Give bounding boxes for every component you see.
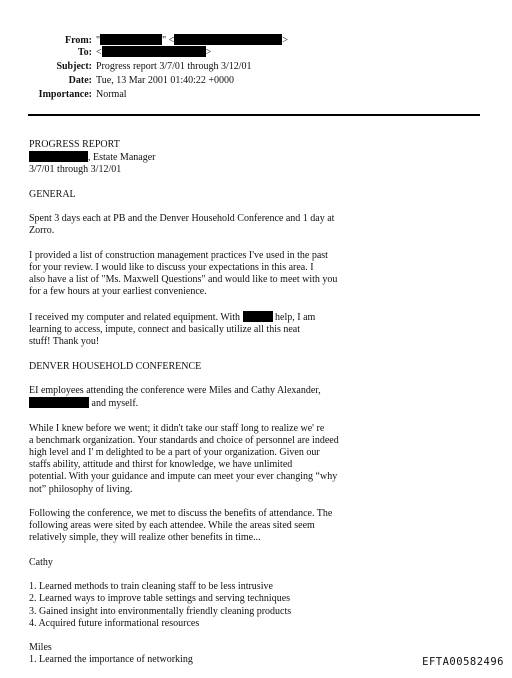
- importance-label: Importance:: [38, 89, 92, 100]
- email-body: [29, 139, 469, 667]
- paragraph-line: not” philosophy of living.: [29, 483, 133, 495]
- miles-heading: Miles: [29, 642, 52, 654]
- paragraph-line: learning to access, impute, connect and basically utilize all this neat: [29, 323, 301, 335]
- redaction-block: [29, 151, 88, 162]
- paragraph-line: for your review. I would like to discuss your expectations in this area. I: [29, 261, 314, 273]
- paragraph-line: for a few hours at your earliest convenience.: [29, 286, 207, 298]
- from-label: From:: [64, 35, 92, 46]
- author-role: , Estate Manager: [88, 152, 156, 164]
- report-period: 3/7/01 through 3/12/01: [29, 164, 122, 176]
- text-segment: I received my computer and related equipment. With: [29, 311, 241, 323]
- paragraph-line: I provided a list of construction management practices I've used in the past: [29, 249, 328, 261]
- paragraph-line: relatively simple, they will realize other benefits in time...: [29, 532, 261, 544]
- paragraph-line: EI employees attending the conference were Miles and Cathy Alexander,: [29, 384, 321, 396]
- header-divider: [28, 114, 480, 116]
- paragraph-line: [29, 397, 469, 410]
- redaction-block: [100, 34, 162, 45]
- list-item: 3. Gained insight into environmentally friendly cleaning products: [29, 605, 292, 617]
- paragraph-line: potential. With your guidance and impute can meet your ever changing “why: [29, 471, 338, 483]
- list-item: 1. Learned the importance of networking: [29, 654, 193, 666]
- redaction-block: [243, 311, 273, 322]
- subject-row: [0, 60, 512, 73]
- list-item: 1. Learned methods to train cleaning staff to be less intrusive: [29, 581, 273, 593]
- subject-value: Progress report 3/7/01 through 3/12/01: [96, 61, 252, 72]
- to-row: [0, 46, 512, 59]
- redaction-block: [29, 397, 89, 408]
- from-quote-close: " <: [162, 35, 175, 46]
- subject-label: Subject:: [56, 61, 92, 72]
- general-heading: GENERAL: [29, 188, 76, 200]
- text-segment: help, I am: [275, 311, 316, 323]
- redaction-block: [174, 34, 282, 45]
- from-end: >: [282, 35, 288, 46]
- importance-row: [0, 88, 512, 101]
- to-label: To:: [77, 47, 92, 58]
- to-value: [96, 46, 211, 59]
- paragraph-line: [29, 311, 469, 324]
- paragraph-line: While I knew before we went; it didn't take our staff long to realize we' re: [29, 422, 325, 434]
- redaction-block: [102, 46, 206, 57]
- paragraph-line: also have a list of "Ms. Maxwell Questions" and would like to meet with you: [29, 274, 338, 286]
- document-id-stamp: EFTA00582496: [422, 656, 504, 668]
- denver-heading: DENVER HOUSEHOLD CONFERENCE: [29, 360, 202, 372]
- from-quote-open: ": [96, 35, 101, 46]
- paragraph-line: following areas were sited by each attendee. While the areas sited seem: [29, 520, 315, 532]
- paragraph-line: staffs ability, attitude and thirst for knowledge, we have unlimited: [29, 459, 293, 471]
- date-label: Date:: [68, 75, 92, 86]
- report-title: PROGRESS REPORT: [29, 139, 120, 150]
- paragraph-line: stuff! Thank you!: [29, 336, 100, 348]
- date-value: Tue, 13 Mar 2001 01:40:22 +0000: [96, 75, 235, 86]
- date-row: [0, 74, 512, 87]
- to-end: >: [205, 47, 212, 58]
- paragraph-line: a benchmark organization. Your standards and choice of personnel are indeed: [29, 434, 339, 446]
- paragraph-line: Zorro.: [29, 225, 55, 237]
- text-segment: and myself.: [91, 398, 139, 410]
- cathy-heading: Cathy: [29, 556, 53, 568]
- paragraph-line: high level and I' m delighted to be a part of your organization. Given our: [29, 446, 320, 458]
- report-author-line: [29, 151, 469, 164]
- list-item: 4. Acquired future informational resources: [29, 617, 200, 629]
- to-start: <: [96, 47, 102, 58]
- list-item: 2. Learned ways to improve table settings and serving techniques: [29, 593, 291, 605]
- paragraph-line: Following the conference, we met to discuss the benefits of attendance. The: [29, 507, 333, 519]
- importance-value: Normal: [96, 89, 127, 100]
- paragraph-line: Spent 3 days each at PB and the Denver Household Conference and 1 day at: [29, 213, 335, 225]
